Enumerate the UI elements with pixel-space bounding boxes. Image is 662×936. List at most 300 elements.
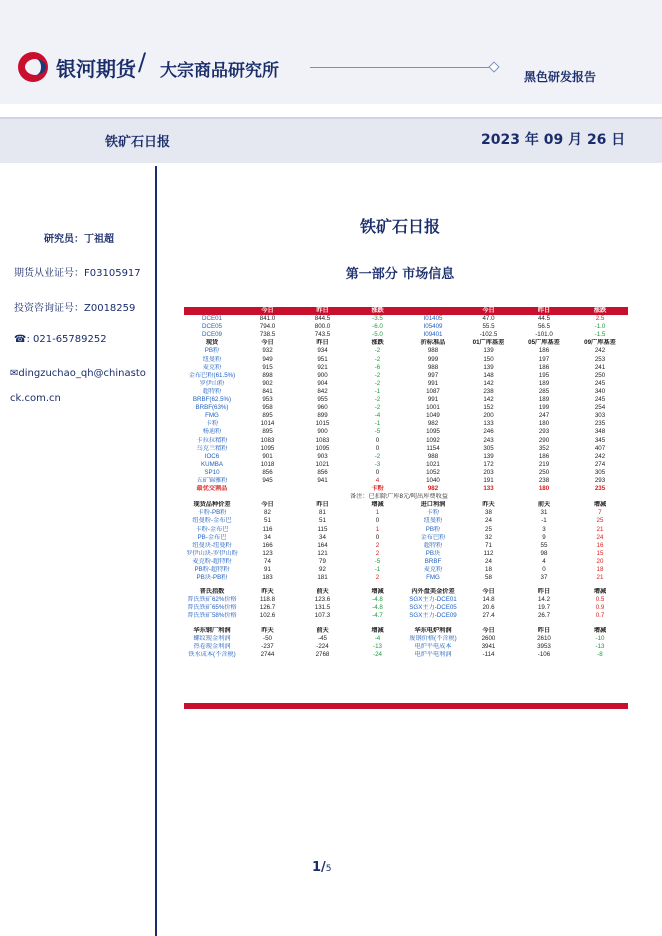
table-cell: 15: [596, 549, 604, 557]
table-row: [184, 651, 628, 659]
table-cell: -4: [374, 412, 381, 420]
table-cell: 21: [596, 525, 604, 533]
table-cell: IOC6: [204, 452, 220, 460]
table-cell: 普氏铁矿65%价格: [187, 604, 237, 612]
table-cell: 普氏铁矿62%价格: [187, 596, 237, 604]
table-cell: 纽曼粉: [423, 517, 443, 525]
table-cell: 昨日: [537, 588, 551, 596]
table-cell: 26.7: [537, 612, 551, 620]
table-cell: 乌克兰精粉: [196, 444, 228, 452]
table-cell: 0.7: [595, 612, 605, 620]
table-cell: 纽曼块-纽曼粉: [192, 541, 232, 549]
table-cell: I01405: [423, 315, 443, 323]
table-cell: 82: [264, 509, 271, 517]
table-cell: 903: [317, 452, 328, 460]
phone-number: ☎: 021-65789252: [14, 334, 107, 345]
table-cell: FMG: [205, 412, 219, 420]
table-subheader-row: [184, 339, 628, 347]
table-cell: 9: [542, 533, 546, 541]
table-cell: 1018: [260, 460, 275, 468]
table-cell: 内外盘美金价差: [411, 588, 455, 596]
table-cell: 前天: [537, 501, 551, 509]
table-cell: 热卷现金利润: [193, 642, 231, 650]
table-cell: -6: [374, 363, 381, 371]
table-cell: 941: [317, 476, 328, 484]
table-cell: 949: [262, 355, 273, 363]
table-cell: 18: [596, 566, 604, 573]
table-cell: -5: [374, 557, 381, 565]
table-cell: 340: [594, 387, 606, 395]
table-cell: 997: [427, 371, 439, 379]
document-title: 铁矿石日报: [359, 217, 440, 236]
table-cell: -1.0: [594, 323, 606, 331]
table-cell: 4: [542, 557, 546, 565]
table-row: [184, 574, 628, 582]
table-cell: 1083: [315, 436, 330, 444]
table-cell: 245: [594, 396, 606, 404]
table-cell: 铁水成本(不含税): [188, 650, 236, 658]
table-cell: 麦克粉: [423, 566, 443, 573]
table-cell: 955: [317, 396, 328, 404]
table-cell: -2: [374, 355, 381, 363]
table-row: [184, 550, 628, 558]
table-cell: -4.8: [372, 604, 383, 612]
table-row: [184, 428, 628, 436]
table-cell: -1.5: [594, 331, 606, 339]
table-cell: 51: [264, 517, 271, 525]
table-cell: DCE09: [202, 331, 222, 339]
table-cell: 增减: [371, 588, 384, 596]
table-cell: 1095: [315, 444, 330, 452]
table-row: [184, 356, 628, 364]
table-cell: 982: [427, 420, 439, 428]
table-row: [184, 635, 628, 643]
table-cell: 昨天: [261, 626, 274, 634]
table-cell: 超特粉: [202, 387, 222, 395]
table-cell: 昨天: [482, 501, 495, 509]
table-cell: 卡粉-PB粉: [197, 509, 227, 517]
table-cell: -8: [597, 650, 603, 658]
table-cell: 前天: [316, 588, 329, 596]
table-cell: 150: [483, 355, 494, 363]
table-cell: 988: [427, 347, 439, 355]
table-cell: -1: [541, 517, 547, 525]
table-cell: 2.5: [595, 315, 605, 323]
table-cell: 115: [317, 525, 328, 533]
table-cell: 普氏指数: [199, 588, 225, 596]
table-cell: 81: [319, 509, 326, 517]
table-cell: 856: [262, 468, 273, 476]
table-cell: 01广库基差: [472, 339, 505, 347]
table-cell: 199: [538, 404, 550, 412]
table-cell: 罗伊山块-罗伊山粉: [186, 549, 238, 557]
table-cell: 2610: [537, 634, 551, 642]
table-cell: 901: [262, 452, 273, 460]
table-cell: 195: [538, 371, 550, 379]
table-cell: 1083: [260, 436, 275, 444]
table-cell: 183: [262, 574, 273, 582]
table-cell: 242: [594, 347, 606, 355]
table-cell: 51: [319, 517, 326, 525]
table-cell: 今日: [482, 588, 495, 596]
table-cell: 203: [483, 468, 494, 476]
section-title: 第一部分 市场信息: [345, 267, 455, 282]
table-cell: I05409: [423, 323, 443, 331]
table-cell: 123.6: [314, 596, 331, 604]
table-cell: 274: [594, 460, 606, 468]
table-cell: 0: [375, 468, 380, 476]
table-row: [184, 404, 628, 412]
table-cell: 899: [317, 412, 328, 420]
table-cell: -4.7: [372, 612, 383, 620]
table-cell: 2768: [315, 650, 330, 658]
table-cell: 191: [483, 476, 494, 484]
table-cell: 235: [594, 485, 606, 493]
table-row: [184, 445, 628, 453]
table-cell: 139: [483, 347, 494, 355]
table-cell: 904: [317, 379, 328, 387]
table-cell: 243: [483, 436, 494, 444]
table-cell: 738.5: [259, 331, 276, 339]
table-cell: 超特粉: [423, 541, 443, 549]
table-cell: 卡粉-金布巴: [195, 525, 229, 533]
table-row: [184, 380, 628, 388]
invest-cert: 投资咨询证号：Z0018259: [14, 303, 136, 314]
table-cell: 895: [262, 412, 273, 420]
table-cell: 79: [319, 557, 326, 565]
table-cell: 1: [375, 525, 380, 533]
table-cell: 164: [317, 541, 328, 549]
table-cell: 238: [538, 476, 550, 484]
table-cell: 172: [483, 460, 494, 468]
table-cell: -4.8: [372, 596, 383, 604]
table-cell: -45: [318, 634, 327, 642]
table-cell: 昨天: [261, 588, 274, 596]
table-cell: 16: [596, 541, 604, 549]
table-cell: 219: [538, 460, 550, 468]
table-cell: 前天: [316, 626, 329, 634]
brand-separator: /: [138, 48, 147, 76]
table-cell: -102.5: [479, 331, 498, 339]
table-cell: 186: [538, 363, 550, 371]
table-cell: 180: [538, 420, 550, 428]
table-cell: 102.6: [259, 612, 276, 620]
table-cell: 废钢价格(不含税): [409, 634, 457, 642]
table-cell: 71: [485, 541, 492, 549]
table-cell: 1087: [426, 387, 440, 395]
table-cell: 1095: [260, 444, 275, 452]
table-cell: 4: [375, 476, 380, 484]
table-cell: 18: [485, 566, 492, 573]
table-cell: 0: [375, 533, 380, 541]
table-cell: 92: [319, 566, 326, 573]
table-cell: 1021: [426, 460, 440, 468]
table-row: [184, 323, 628, 331]
table-cell: [405, 307, 461, 315]
table-cell: -1: [374, 387, 381, 395]
table-cell: 最优交割品: [196, 485, 228, 493]
band-title: 铁矿石日报: [105, 135, 171, 150]
best-deliverable-row: [184, 485, 628, 493]
table-subheader-row: [184, 588, 628, 596]
table-cell: 24: [596, 533, 604, 541]
table-cell: 0.5: [595, 596, 605, 604]
table-cell: DCE01: [202, 315, 222, 323]
table-cell: 142: [483, 396, 494, 404]
table-cell: 27.4: [482, 612, 495, 620]
table-cell: KUMBA: [200, 460, 223, 468]
table-cell: 133: [483, 485, 494, 493]
table-cell: 238: [483, 387, 494, 395]
table-cell: 昨日: [316, 501, 329, 509]
table-cell: 98: [540, 549, 548, 557]
table-cell: 现货: [205, 339, 219, 347]
table-cell: 945: [262, 476, 273, 484]
table-cell: 246: [483, 428, 494, 436]
table-cell: 794.0: [259, 323, 276, 331]
table-cell: BRBF: [424, 557, 442, 565]
table-cell: 0.9: [595, 604, 605, 612]
table-cell: 19.7: [537, 604, 551, 612]
table-cell: 902: [262, 379, 273, 387]
table-row: [184, 396, 628, 404]
table-cell: 09广库基差: [584, 339, 616, 347]
table-cell: 293: [538, 428, 550, 436]
table-cell: 934: [317, 347, 328, 355]
table-cell: -10: [595, 634, 605, 642]
table-cell: 44.5: [537, 315, 551, 323]
table-cell: 纽曼粉-金布巴: [192, 517, 232, 525]
table-cell: 131.5: [314, 604, 331, 612]
table-cell: 昨日: [537, 626, 551, 634]
table-cell: 卡粉: [371, 485, 384, 493]
table-cell: 25: [596, 517, 604, 525]
table-row: [184, 331, 628, 339]
table-cell: 1092: [426, 436, 440, 444]
table-cell: -5: [374, 428, 381, 436]
table-cell: 1: [375, 509, 380, 517]
table-cell: 958: [262, 404, 273, 412]
table-cell: -24: [373, 650, 382, 658]
table-cell: 235: [594, 420, 606, 428]
table-cell: -2: [374, 452, 381, 460]
table-cell: 999: [427, 355, 439, 363]
table-cell: 352: [538, 444, 550, 452]
table-cell: 38: [485, 509, 492, 517]
table-row: [184, 477, 628, 485]
table-cell: 1049: [426, 412, 440, 420]
note-row: [184, 493, 628, 501]
table-cell: PB块-PB粉: [196, 574, 228, 582]
table-cell: 841.0: [259, 315, 276, 323]
table-row: [184, 558, 628, 566]
table-cell: [184, 493, 350, 501]
table-cell: -224: [316, 642, 329, 650]
table-cell: 0: [542, 566, 546, 573]
table-cell: 3953: [537, 642, 551, 650]
table-cell: 麦克粉-超特粉: [192, 557, 232, 565]
table-cell: -3: [374, 460, 381, 468]
table-cell: 今日: [261, 501, 274, 509]
table-cell: 7: [598, 509, 602, 517]
table-cell: 今日: [240, 307, 295, 315]
table-cell: 241: [594, 363, 606, 371]
table-cell: 增减: [371, 626, 384, 634]
table-cell: 卡粉: [205, 420, 219, 428]
email-line-1[interactable]: ✉dingzuchao_qh@chinasto: [10, 368, 146, 379]
table-cell: 2600: [481, 634, 496, 642]
table-cell: 116: [262, 525, 273, 533]
table-cell: 1040: [426, 476, 440, 484]
table-cell: -13: [595, 642, 605, 650]
table-row: [184, 364, 628, 372]
table-cell: 200: [483, 412, 494, 420]
table-cell: -106: [537, 650, 551, 658]
table-cell: 932: [262, 347, 273, 355]
table-cell: 345: [594, 436, 606, 444]
table-cell: 180: [538, 485, 550, 493]
table-cell: -5.0: [372, 331, 383, 339]
table-cell: 1021: [315, 460, 330, 468]
table-cell: 118.8: [259, 596, 276, 604]
report-type: 黑色研发报告: [524, 70, 597, 84]
table-row: [184, 526, 628, 534]
table-cell: 245: [594, 379, 606, 387]
table-cell: 纽曼粉: [202, 355, 222, 363]
table-cell: 197: [538, 355, 550, 363]
table-cell: 189: [538, 396, 550, 404]
table-cell: 14.2: [537, 596, 551, 604]
table-subheader-row: [184, 627, 628, 635]
market-info-table: [184, 307, 628, 659]
table-row: [184, 412, 628, 420]
institute-name: 大宗商品研究所: [160, 61, 279, 81]
table-cell: 涨跌: [371, 339, 384, 347]
table-cell: 56.5: [537, 323, 551, 331]
table-cell: 921: [317, 363, 328, 371]
table-cell: 142: [483, 379, 494, 387]
table-cell: 37: [540, 574, 548, 582]
table-cell: -6.0: [372, 323, 383, 331]
table-cell: 2: [375, 574, 380, 582]
table-cell: 卡粉: [426, 509, 440, 517]
table-cell: 900: [317, 428, 328, 436]
table-cell: 982: [427, 485, 439, 493]
table-cell: 华东电炉利润: [414, 626, 452, 634]
table-cell: 112: [483, 549, 494, 557]
table-cell: 254: [594, 404, 606, 412]
page-number: 1/5: [312, 860, 332, 875]
table-cell: 133: [483, 420, 494, 428]
table-row: [184, 315, 628, 323]
table-cell: 121: [317, 549, 328, 557]
table-cell: 32: [485, 533, 492, 541]
table-cell: 91: [264, 566, 271, 573]
table-row: [184, 542, 628, 550]
table-cell: 20.6: [482, 604, 495, 612]
table-cell: 增减: [593, 501, 607, 509]
table-cell: 34: [319, 533, 326, 541]
sidebar-divider: [155, 166, 157, 936]
table-cell: 953: [262, 396, 273, 404]
table-cell: 今日: [482, 626, 495, 634]
table-cell: 139: [483, 452, 494, 460]
table-cell: 250: [594, 371, 606, 379]
table-cell: 现货品种价差: [193, 501, 231, 509]
table-cell: [184, 307, 240, 315]
table-cell: 34: [264, 533, 271, 541]
table-row: [184, 453, 628, 461]
table-row: [184, 517, 628, 525]
table-row: [184, 420, 628, 428]
galaxy-futures-logo-icon: [18, 52, 48, 82]
table-cell: 991: [427, 379, 439, 387]
table-cell: 14.8: [482, 596, 495, 604]
table-cell: SGX主力-DCE05: [409, 604, 457, 612]
table-cell: -237: [261, 642, 274, 650]
table-cell: -101.0: [535, 331, 553, 339]
table-cell: 0: [375, 436, 380, 444]
table-cell: 1095: [426, 428, 440, 436]
table-cell: BRBF(63%): [195, 404, 229, 412]
table-cell: 3: [542, 525, 546, 533]
table-cell: 五矿锦雅粉: [196, 476, 228, 484]
table-cell: 915: [262, 363, 273, 371]
table-cell: 960: [317, 404, 328, 412]
header-rule: [310, 67, 495, 68]
table-cell: 0: [375, 444, 380, 452]
table-row: [184, 596, 628, 604]
table-cell: -114: [482, 650, 495, 658]
table-cell: 842: [317, 387, 328, 395]
table-cell: 0: [375, 517, 380, 525]
table-cell: 743.5: [314, 331, 331, 339]
table-cell: 407: [594, 444, 606, 452]
table-cell: 2744: [260, 650, 275, 658]
table-cell: PB块: [425, 549, 441, 557]
table-cell: 1001: [426, 404, 440, 412]
table-cell: 844.5: [314, 315, 331, 323]
table-cell: 47.0: [482, 315, 495, 323]
table-cell: 58: [485, 574, 492, 582]
brand-name: 银河期货: [56, 57, 136, 81]
table-row: [184, 461, 628, 469]
table-cell: 涨跌: [350, 307, 405, 315]
table-footer-bar: [184, 703, 628, 709]
table-cell: 1154: [426, 444, 440, 452]
table-cell: DCE05: [202, 323, 222, 331]
table-cell: 31: [540, 509, 548, 517]
table-cell: -2: [374, 379, 381, 387]
table-cell: 1052: [426, 468, 440, 476]
table-cell: 181: [317, 574, 328, 582]
table-cell: 253: [594, 355, 606, 363]
page-header: [0, 0, 662, 104]
table-cell: 148: [483, 371, 494, 379]
table-cell: 991: [427, 396, 439, 404]
table-cell: 3941: [481, 642, 496, 650]
table-cell: 杨迪粉: [202, 428, 222, 436]
table-cell: 05广库基差: [528, 339, 560, 347]
table-cell: 186: [538, 347, 550, 355]
table-cell: BRBF(62.5%): [192, 396, 232, 404]
table-cell: 增减: [593, 626, 607, 634]
table-cell: 139: [483, 363, 494, 371]
table-cell: 进口利润: [420, 501, 446, 509]
email-line-2[interactable]: ck.com.cn: [10, 393, 61, 404]
table-cell: PB粉: [204, 347, 220, 355]
table-cell: 348: [594, 428, 606, 436]
